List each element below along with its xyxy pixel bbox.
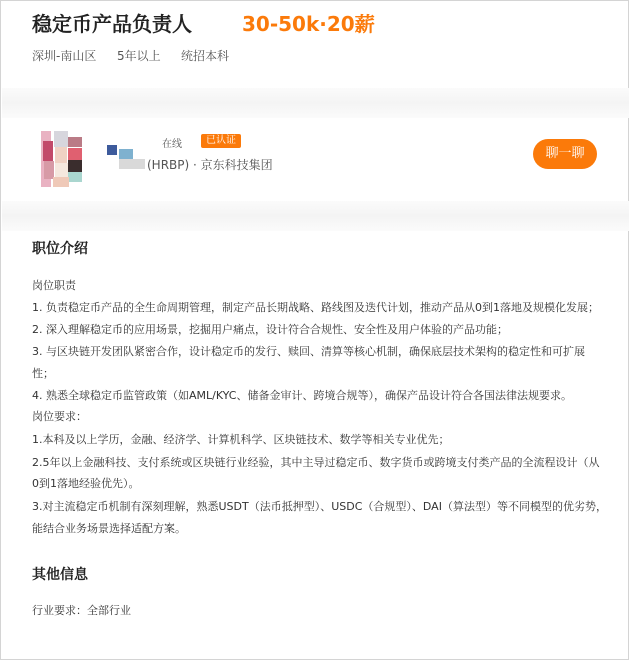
education: 统招本科 <box>181 49 230 63</box>
blurred-name-pixel <box>107 145 117 155</box>
section-title-other-info: 其他信息 <box>32 567 88 583</box>
job-title: 稳定币产品负责人 <box>32 12 192 36</box>
experience: 5年以上 <box>117 49 161 63</box>
industry-requirement: 行业要求：全部行业 <box>32 604 131 617</box>
description-line: 3.对主流稳定币机制有深刻理解，熟悉USDT（法币抵押型）、USDC（合规型）、DAI（算法型）等不同模型的优劣势， <box>32 500 607 513</box>
description-line: 岗位要求： <box>32 410 87 423</box>
blurred-name-pixel <box>119 159 145 169</box>
divider <box>2 201 629 231</box>
description-line: 2.5年以上金融科技、支付系统或区块链行业经验，其中主导过稳定币、数字货币或跨境支付类产品的全流程设计（从 <box>32 456 600 469</box>
recruiter-role-company: (HRBP) · 京东科技集团 <box>147 158 273 172</box>
description-line: 2. 深入理解稳定币的应用场景，挖掘用户痛点，设计符合合规性、安全性及用户体验的产品功能； <box>32 323 508 336</box>
section-title-job-description: 职位介绍 <box>32 241 88 257</box>
blurred-name-pixel <box>119 149 133 159</box>
description-line: 能结合业务场景选择适配方案。 <box>32 522 186 535</box>
location: 深圳-南山区 <box>32 49 97 63</box>
description-line: 0到1落地经验优先）。 <box>32 477 140 490</box>
description-line: 岗位职责 <box>32 279 76 292</box>
job-header <box>32 8 375 38</box>
description-line: 3. 与区块链开发团队紧密合作，设计稳定币的发行、赎回、清算等核心机制，确保底层技术架构的稳定性和可扩展 <box>32 345 585 358</box>
description-line: 4. 熟悉全球稳定币监管政策（如AML/KYC、储备金审计、跨境合规等），确保产品设计符合各国法律法规要求。 <box>32 389 572 402</box>
description-line: 1. 负责稳定币产品的全生命周期管理，制定产品长期战略、路线图及迭代计划，推动产品从0到1落地及规模化发展； <box>32 301 599 314</box>
description-line: 1.本科及以上学历，金融、经济学、计算机科学、区块链技术、数学等相关专业优先； <box>32 433 450 446</box>
chat-button[interactable]: 聊一聊 <box>533 139 597 169</box>
avatar <box>41 131 85 187</box>
description-line: 性； <box>32 367 54 380</box>
online-status: 在线 <box>162 139 182 150</box>
verified-badge: 已认证 <box>201 134 241 148</box>
salary: 30-50k·20薪 <box>242 12 375 36</box>
divider <box>2 88 629 118</box>
